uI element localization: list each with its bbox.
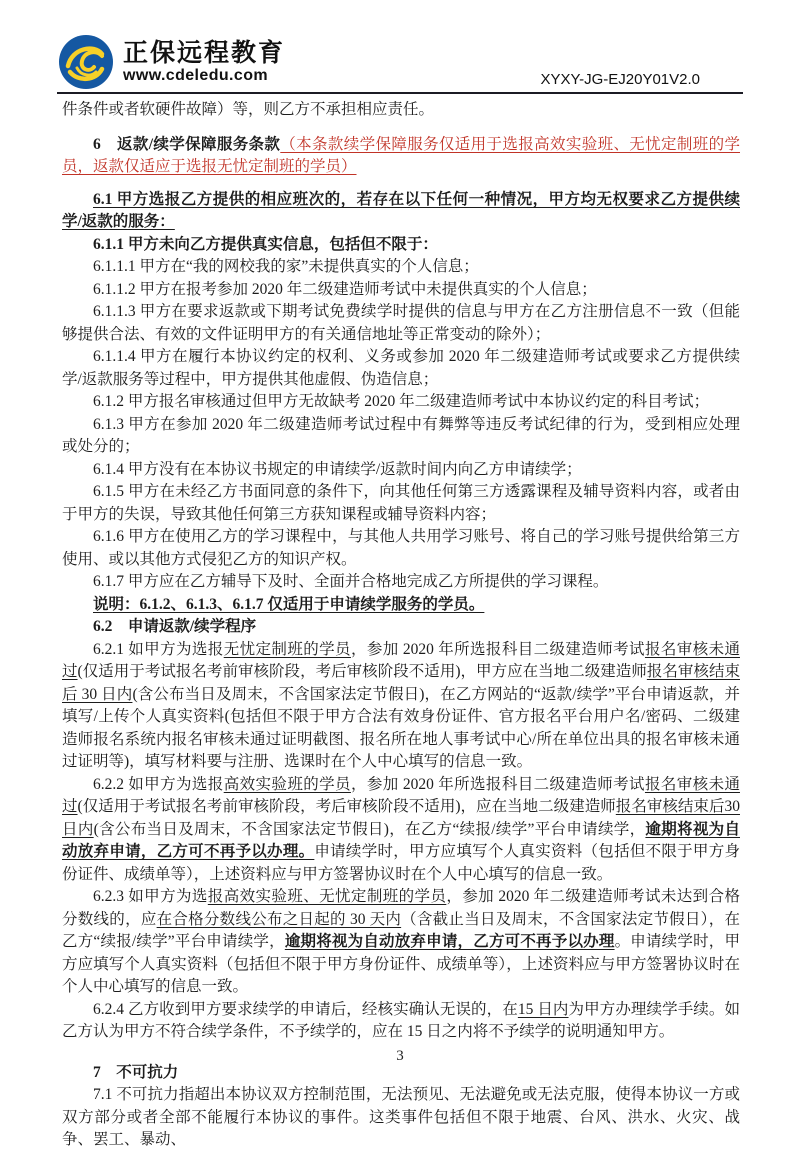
text-run: 在合格分数线公布之日起的 30 天内 — [156, 910, 402, 928]
text-run: 6.1.1 甲方未向乙方提供真实信息，包括但不限于： — [93, 235, 438, 253]
note-6-1 — [62, 594, 740, 617]
clause-6-1 — [62, 189, 740, 234]
text-run: 件条件或者软硬件故障）等，则乙方不承担相应责任。 — [62, 101, 435, 118]
text-run: 申请续学时，甲方应填写个人真实资料（包括但不限于甲方身份证件、成绩单等），上述资料应与甲方签署协议时在个人中心填写的信息一致。 — [62, 843, 740, 883]
section-6-heading — [62, 134, 740, 179]
brand-text-block — [123, 39, 285, 86]
page-number: 3 — [396, 1048, 404, 1064]
clause-6-1-3 — [62, 414, 740, 459]
brand-name: 正保远程教育 — [123, 38, 286, 67]
text-run: 15 日内 — [517, 1000, 569, 1018]
text-run: (含公布当日及周末，不含国家法定节假日)，在乙方网站的“返款/续学”平台申请返款，并填写/上传个人真实资料(包括但不限于甲方合法有效身份证件、官方报名平台用户名/密码、二级建造师报名系统内报名审核未通过证明截图、报名所在地人事考试中心/所在单位出具的报名审核未通过证明等)，填写材料要与注册、选课时在个人中心填写的信息一致。 — [62, 685, 740, 770]
text-run: 逾期将视为自动放弃申请，乙方可不再予以办理 — [284, 933, 615, 950]
text-run: 高效实验班的学员 — [223, 775, 351, 793]
text-run: 。申请续学时，甲方应填写个人真实资料（包括但不限于甲方身份证件、成绩单等），上述资料应与甲方签署协议时在个人中心填写的信息一致。 — [62, 933, 740, 995]
text-run: （本条款续学保障服务仅适用于选报高效实验班、无忧定制班的学员，返款仅适应于选报无忧定制班的学员） — [62, 135, 740, 175]
clause-6-2 — [62, 616, 740, 639]
text-run: 报高效实验班、无忧定制班的学员 — [207, 888, 447, 905]
text-run: 报名审核未通过 — [62, 640, 740, 680]
text-run: 6.1.6 甲方在使用乙方的学习课程中，与其他人共用学习账号、将自己的学习账号提供给第三方使用、或以其他方式侵犯乙方的知识产权。 — [62, 528, 740, 568]
text-run: 6.2.1 如甲方为选报 — [93, 640, 224, 658]
text-run: 6 返款/续学保障服务条款 — [93, 135, 281, 153]
text-run: 报名审核结束后30 日内 — [62, 798, 740, 838]
clause-6-1-1-3 — [62, 301, 740, 346]
clause-6-1-7 — [62, 571, 740, 594]
clause-6-1-1 — [62, 234, 740, 257]
text-run: 为甲方办理续学手续。如乙方认为甲方不符合续学条件，不予续学的，应在 15 日之内将不予续学的说明通知甲方。 — [62, 1000, 740, 1040]
clause-6-1-1-2 — [62, 279, 740, 302]
text-run: (含公布当日及周末，不含国家法定节假日)，在乙方“续报/续学”平台申请续学， — [93, 820, 646, 838]
document-body — [62, 99, 740, 1152]
clause-continuation — [62, 99, 740, 122]
header-divider — [57, 92, 743, 94]
text-run: 6.1.1.1 甲方在“我的网校我的家”未提供真实的个人信息； — [93, 258, 479, 275]
text-run: 6.1.4 甲方没有在本协议书规定的申请续学/返款时间内向乙方申请续学； — [93, 460, 582, 478]
text-run: 报名审核未通过 — [62, 775, 740, 815]
clause-6-2-1 — [62, 639, 740, 774]
clause-6-1-6 — [62, 526, 740, 571]
clause-6-2-3 — [62, 886, 740, 999]
text-run: 6.1.1.3 甲方在要求返款或下期考试免费续学时提供的信息与甲方在乙方注册信息不一致（但能够提供合法、有效的文件证明甲方的有关通信地址等正常变动的除外）； — [62, 303, 740, 343]
brand-logo-icon — [58, 34, 114, 90]
text-run: 无忧定制班的学员 — [223, 640, 351, 658]
text-run: 6.1.5 甲方在未经乙方书面同意的条件下，向其他任何第三方透露课程及辅导资料内容，或者由于甲方的失误，导致其他任何第三方获知课程或辅导资料内容； — [62, 483, 740, 523]
clause-7-1 — [62, 1084, 740, 1152]
clause-6-1-1-4 — [62, 346, 740, 391]
text-run: 6.1.1.4 甲方在履行本协议约定的权利、义务或参加 2020 年二级建造师考试或要求乙方提供续学/返款服务等过程中，甲方提供其他虚假、伪造信息； — [62, 348, 740, 388]
text-run: (仅适用于考试报名考前审核阶段，考后审核阶段不适用)，应在当地二级建造师 — [77, 798, 616, 815]
text-run: (仅适用于考试报名考前审核阶段，考后审核阶段不适用)，甲方应在当地二级建造师 — [77, 663, 647, 680]
text-run: ，参加 2020 年二级建造师考试未达到合格分数线的，应 — [62, 888, 740, 928]
clause-6-1-5 — [62, 481, 740, 526]
text-run: 6.2 申请返款/续学程序 — [93, 618, 257, 635]
text-run: 说明：6.1.2、6.1.3、6.1.7 仅适用于申请续学服务的学员。 — [93, 595, 485, 613]
text-run: 6.1 甲方选报乙方提供的相应班次的，若存在以下任何一种情况，甲方均无权要求乙方提供续学/返款的服务： — [62, 190, 740, 230]
text-run: 7.1 不可抗力指超出本协议双方控制范围，无法预见、无法避免或无法克服，使得本协议一方或双方部分或者全部不能履行本协议的事件。这类事件包括但不限于地震、台风、洪水、火灾、战争、罢工、暴动、 — [62, 1086, 740, 1148]
text-run: 6.1.3 甲方在参加 2020 年二级建造师考试过程中有舞弊等违反考试纪律的行为，受到相应处理或处分的； — [62, 415, 740, 455]
text-run: 6.1.7 甲方应在乙方辅导下及时、全面并合格地完成乙方所提供的学习课程。 — [93, 573, 609, 590]
brand-url: www.cdeledu.com — [123, 67, 268, 85]
text-run: 6.1.2 甲方报名审核通过但甲方无故缺考 2020 年二级建造师考试中本协议约定的科目考试； — [93, 393, 710, 410]
clause-6-1-1-1 — [62, 256, 740, 279]
text-run: 逾期将视为自动放弃申请，乙方可不再予以办理。 — [62, 820, 740, 860]
text-run: 6.2.2 如甲方为选报 — [93, 775, 224, 793]
text-run: 6.1.1.2 甲方在报考参加 2020 年二级建造师考试中未提供真实的个人信息； — [93, 280, 597, 298]
clause-6-1-4 — [62, 459, 740, 482]
clause-6-1-2 — [62, 391, 740, 414]
document-code: XYXY-JG-EJ20Y01V2.0 — [540, 71, 700, 88]
text-run: 报名审核结束后 30 日内 — [62, 663, 740, 703]
text-run: （含截止当日及周末，不含国家法定节假日），在乙方“续报/续学”平台申请续学， — [62, 910, 740, 950]
text-run: 6.2.4 乙方收到甲方要求续学的申请后，经核实确认无误的，在 — [93, 1000, 518, 1018]
clause-6-2-4 — [62, 999, 740, 1044]
clause-6-2-2 — [62, 774, 740, 887]
page-header — [58, 34, 285, 90]
text-run: 7 不可抗力 — [93, 1063, 179, 1081]
text-run: ，参加 2020 年所选报科目二级建造师考试 — [350, 775, 645, 793]
text-run: ，参加 2020 年所选报科目二级建造师考试 — [350, 640, 645, 658]
text-run: 6.2.3 如甲方为选 — [93, 888, 208, 905]
